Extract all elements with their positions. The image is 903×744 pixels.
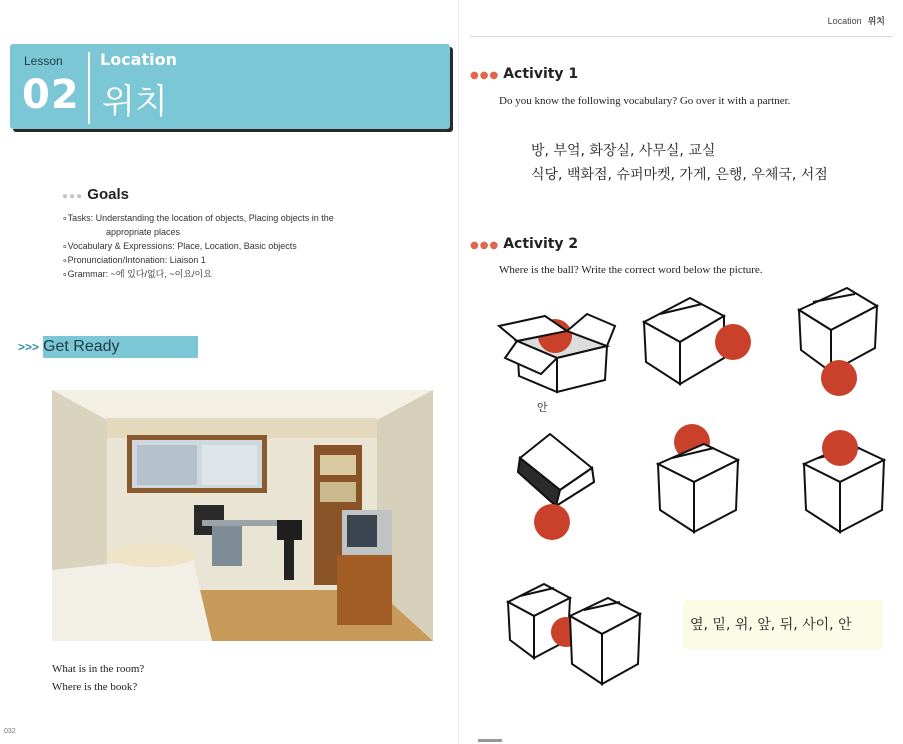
lesson-number: 02: [22, 72, 80, 118]
bullet-dots-icon: ●●●: [470, 240, 500, 251]
question-1: What is in the room?: [52, 663, 145, 675]
banner-divider: [88, 52, 90, 124]
box-ball-behind-illustration: [654, 420, 754, 540]
running-header-ko: 위치: [867, 16, 885, 26]
activity1-title: Activity 1: [503, 66, 579, 82]
goals-list: [62, 211, 402, 281]
goals-heading: [62, 186, 129, 203]
lesson-banner: [10, 44, 450, 129]
activity2-instruction: Where is the ball? Write the correct word below the picture.: [499, 264, 763, 276]
goal-item: ∘Pronunciation/Intonation: Liaison 1: [62, 255, 206, 265]
goal-item: ∘Tasks: Understanding the location of objects, Placing objects in the: [62, 213, 334, 223]
bullet-dots-icon: ●●●: [62, 191, 84, 202]
bullet-dots-icon: ●●●: [470, 70, 500, 81]
goal-item-continued: appropriate places: [106, 227, 181, 237]
box-ball-beside-illustration: [640, 294, 760, 394]
word-bank: 옆, 밑, 위, 앞, 뒤, 사이, 안: [690, 617, 852, 633]
activity2-title: Activity 2: [503, 236, 579, 252]
running-header: [828, 14, 885, 27]
vocab-line-1: 방, 부엌, 화장실, 사무실, 교실: [531, 143, 716, 159]
lesson-title-ko: 위치: [102, 82, 168, 122]
box-ball-under-illustration: [510, 430, 610, 550]
lesson-label: Lesson: [24, 54, 63, 68]
box-ball-inside-illustration: [497, 296, 617, 396]
activity1-vocab: [531, 139, 828, 187]
page-gutter: [458, 0, 459, 744]
get-ready-bar: [43, 336, 198, 358]
activity2-heading: [470, 236, 578, 252]
question-2: Where is the book?: [52, 681, 138, 693]
goals-heading-text: Goals: [87, 186, 129, 203]
goal-item: ∘Vocabulary & Expressions: Place, Location, Basic objects: [62, 241, 297, 251]
goal-item: ∘Grammar: ~에 있다/없다, ~이요/이요: [62, 269, 212, 279]
box-ball-on-top-illustration: [800, 420, 900, 540]
activity1-heading: [470, 66, 578, 82]
box-ball-front-illustration: [795, 284, 895, 404]
arrows-icon: >>>: [18, 340, 40, 354]
boxes-ball-between-illustration: [504, 578, 654, 688]
vocab-line-2: 식당, 백화점, 슈퍼마켓, 가게, 은행, 우체국, 서점: [531, 167, 828, 183]
running-header-en: Location: [827, 16, 862, 26]
get-ready-label: Get Ready: [43, 338, 120, 355]
scan-mark: [478, 739, 502, 742]
lesson-title-en: Location: [100, 50, 177, 69]
get-ready-questions: [52, 660, 144, 696]
room-photo: [52, 390, 433, 641]
get-ready-section-header: [18, 336, 198, 358]
header-rule: [470, 36, 893, 37]
left-page-number: 032: [4, 728, 16, 735]
example-answer: 안: [537, 401, 548, 414]
activity1-instruction: Do you know the following vocabulary? Go over it with a partner.: [499, 95, 791, 107]
